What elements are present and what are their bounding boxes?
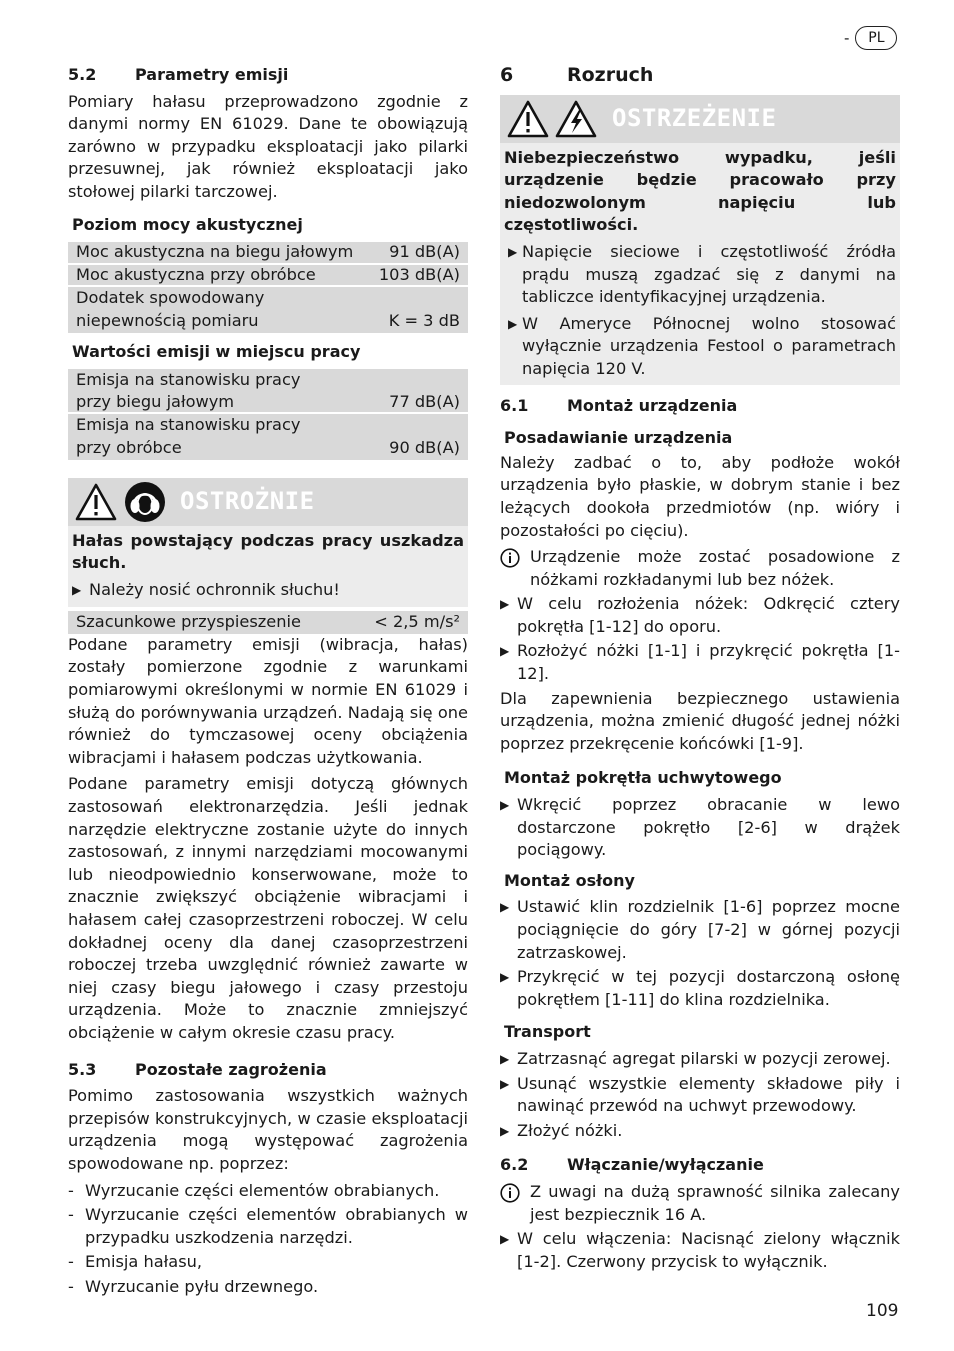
caution-box [68, 478, 468, 608]
section-5-3-heading [68, 1059, 468, 1082]
section-number: 5.2 [68, 65, 97, 84]
section-number: 5.3 [68, 1059, 97, 1079]
row-label: Dodatek spowodowany [76, 288, 265, 308]
section-5-2-heading [68, 64, 468, 87]
row-value: < 2,5 m/s² [374, 612, 460, 632]
bullet-arrow-icon: ▶ [500, 644, 510, 659]
bullet-arrow-icon: ▶ [500, 1076, 510, 1091]
emission-note-paragraph-1: Podane parametry emisji (wibracja, hałas) zostały pomierzone zgodnie z warunkami pomiarowymi określonymi w normie EN 61029 i służą do porównywania urządzeń. Nadają się one również do tymczasowej oceny obciążenia wibracjami i hałasem podczas użytkowania. [68, 634, 468, 767]
language-badge: PL [855, 26, 897, 50]
list-item: ▶ Usunąć wszystkie elementy składowe piły i nawinąć przewód na uchwyt przewodowy. [500, 1073, 900, 1118]
section-title: Montaż urządzenia [567, 395, 738, 415]
row-value: 91 dB(A) [389, 242, 460, 262]
knob-heading: Montaż pokrętła uchwytowego [504, 768, 782, 788]
transport-heading: Transport [504, 1022, 591, 1042]
workplace-emission-heading: Wartości emisji w miejscu pracy [72, 341, 361, 361]
section-title: Włączanie/wyłączanie [567, 1155, 764, 1175]
table-row [68, 287, 468, 310]
list-item: - Wyrzucanie części elementów obrabianych. [68, 1180, 440, 1200]
acoustic-power-table [68, 242, 468, 332]
ear-protection-icon [124, 481, 166, 523]
section-number: 6 [500, 64, 514, 86]
left-column [68, 64, 468, 1299]
language-marker [844, 26, 897, 50]
bullet-arrow-icon: ▶ [500, 1051, 510, 1066]
bullet-arrow-icon: ▶ [500, 1123, 510, 1138]
warning-signal-word: OSTRZEŻENIE [612, 104, 777, 133]
info-icon [500, 546, 530, 591]
caution-statement: Hałas powstający podczas pracy uszkadza słuch. [72, 530, 464, 573]
bullet-arrow-icon: ▶ [500, 1232, 510, 1247]
language-dash: - [844, 28, 850, 47]
table-row [68, 310, 468, 333]
section-6-heading [500, 64, 900, 87]
emission-note-paragraph-2: Podane parametry emisji dotyczą głównych zastosowań elektronarzędzia. Jeśli jednak narzędzie elektryczne zostanie użyte do innych zastosowań, z innymi narzędziami mocowanymi lub nieodpowiednio konserwowane, może to znacznie zwiększyć obciążenie wibracjami i hałasem całej czasoprzestrzeni roboczej. W celu dokładnej oceny dla danej czasoprzestrzeni roboczej trzeba uwzględnić również zawarte w niej czasy biegu jałowego i czasy przestoju urządzenia. Może to znacznie zmniejszyć obciążenie w całym okresie czasu pracy. [68, 774, 468, 1042]
row-label: Emisja na stanowisku pracy [76, 370, 301, 390]
caution-header [68, 478, 468, 526]
caution-instruction: Należy nosić ochronnik słuchu! [89, 579, 340, 599]
list-item: ▶ W Ameryce Północnej wolno stosować wyłącznie urządzenia Festool o parametrach napięcia 120 V. [500, 309, 900, 385]
row-value: 77 dB(A) [389, 391, 460, 411]
list-item: ▶ Przykręcić w tej pozycji dostarczoną osłonę pokrętłem [1-11] do klina rozdzielnika. [500, 966, 900, 1011]
table-row [68, 611, 468, 634]
electric-hazard-icon [554, 99, 598, 139]
workplace-emission-table [68, 369, 468, 459]
page-number: 109 [866, 1301, 899, 1321]
table-row [68, 414, 468, 437]
list-item: - Emisja hałasu, [68, 1252, 203, 1272]
warning-triangle-icon [506, 99, 550, 139]
row-label: Moc akustyczna przy obróbce [76, 264, 316, 284]
bullet-arrow-icon: ▶ [72, 582, 82, 597]
table-row [68, 242, 468, 265]
list-item: ▶ Złożyć nóżki. [500, 1120, 900, 1143]
warning-header [500, 95, 900, 143]
table-row [68, 369, 468, 392]
acceleration-table [68, 611, 468, 634]
warning-statement: Niebezpieczeństwo wypadku, jeśli urządzenie będzie pracowało przy niedozwolonym napięciu lub częstotliwości. [504, 147, 896, 235]
bullet-arrow-icon: ▶ [508, 244, 518, 259]
row-label-continued: przy obróbce [76, 437, 182, 457]
list-item: ▶ W celu włączenia: Nacisnąć zielony włącznik [1-2]. Czerwony przycisk to wyłącznik. [500, 1228, 900, 1273]
warning-box [500, 95, 900, 385]
setup-info-note: Urządzenie może zostać posadowione z nóżkami rozkładanymi lub bez nóżek. [500, 546, 900, 591]
section-6-1-heading [500, 395, 900, 418]
row-label: Emisja na stanowisku pracy [76, 415, 301, 435]
switch-info-note: Z uwagi na dużą sprawność silnika zalecany jest bezpiecznik 16 A. [500, 1181, 900, 1226]
bullet-arrow-icon: ▶ [500, 597, 510, 612]
section-title: Pozostałe zagrożenia [135, 1059, 327, 1079]
setup-paragraph: Należy zadbać o to, aby podłoże wokół urządzenia było płaskie, w dobrym stanie i bez leżących dookoła przedmiotów (np. wióry i pozostałości po cięciu). [500, 452, 900, 540]
row-value: K = 3 dB [388, 310, 460, 330]
list-item [68, 575, 468, 608]
section-title: Parametry emisji [135, 65, 289, 84]
table-row [68, 265, 468, 288]
right-column [500, 64, 900, 1273]
bullet-arrow-icon: ▶ [500, 970, 510, 985]
row-label: Szacunkowe przyspieszenie [76, 612, 301, 632]
emission-intro-paragraph: Pomiary hałasu przeprowadzono zgodnie z danymi normy EN 61029. Dane te obowiązują zarówno w przypadku eksploatacji jako pilarki przesuwnej, jak również eksploatacji jako stołowej pilarki tarczowej. [68, 91, 468, 201]
list-item: ▶ W celu rozłożenia nóżek: Odkręcić cztery pokrętła [1-12] do oporu. [500, 593, 900, 638]
section-number: 6.1 [500, 395, 529, 415]
row-label-continued: przy biegu jałowym [76, 391, 235, 411]
row-value: 90 dB(A) [389, 437, 460, 457]
table-row [68, 437, 468, 460]
section-6-2-heading [500, 1154, 900, 1177]
table-row [68, 392, 468, 415]
bullet-arrow-icon: ▶ [500, 798, 510, 813]
section-title: Rozruch [567, 64, 654, 86]
warning-triangle-icon [74, 482, 118, 522]
list-item: ▶ Zatrzasnąć agregat pilarski w pozycji zerowej. [500, 1048, 900, 1071]
row-value: 103 dB(A) [378, 264, 460, 284]
row-label: Moc akustyczna na biegu jałowym [76, 242, 354, 262]
info-icon [500, 1181, 530, 1226]
section-number: 6.2 [500, 1155, 529, 1175]
list-item: - Wyrzucanie pyłu drzewnego. [68, 1276, 319, 1296]
setup-heading: Posadawianie urządzenia [504, 428, 733, 448]
bullet-arrow-icon: ▶ [508, 316, 518, 331]
list-item: - Wyrzucanie części elementów obrabianych w przypadku uszkodzenia narzędzi. [68, 1205, 468, 1247]
setup-paragraph-2: Dla zapewnienia bezpiecznego ustawienia urządzenia, można zmienić długość jednej nóżki poprzez przekręcenie końcówki [1-9]. [500, 688, 900, 753]
guard-heading: Montaż osłony [504, 870, 635, 890]
row-label-continued: niepewnością pomiaru [76, 310, 259, 330]
list-item: ▶ Rozłożyć nóżki [1-1] i przykręcić pokrętła [1-12]. [500, 640, 900, 685]
list-item: ▶ Napięcie sieciowe i częstotliwość źródła prądu muszą zgadzać się z danymi na tabliczce identyfikacyjnej urządzenia. [500, 237, 900, 309]
caution-signal-word: OSTROŻNIE [180, 487, 315, 516]
acoustic-power-heading: Poziom mocy akustycznej [72, 214, 303, 234]
residual-risks-intro: Pomimo zastosowania wszystkich ważnych przepisów konstrukcyjnych, w czasie eksploatacji urządzenia mogą występować zagrożenia spowodowane np. poprzez: [68, 1086, 468, 1173]
bullet-arrow-icon: ▶ [500, 900, 510, 915]
list-item: ▶ Ustawić klin rozdzielnik [1-6] poprzez mocne pociągnięcie do góry [7-2] w górnej pozycji zatrzaskowej. [500, 896, 900, 964]
residual-risks-list [68, 1180, 468, 1299]
list-item: ▶ Wkręcić poprzez obracanie w lewo dostarczone pokrętło [2-6] w drążek pociągowy. [500, 794, 900, 862]
